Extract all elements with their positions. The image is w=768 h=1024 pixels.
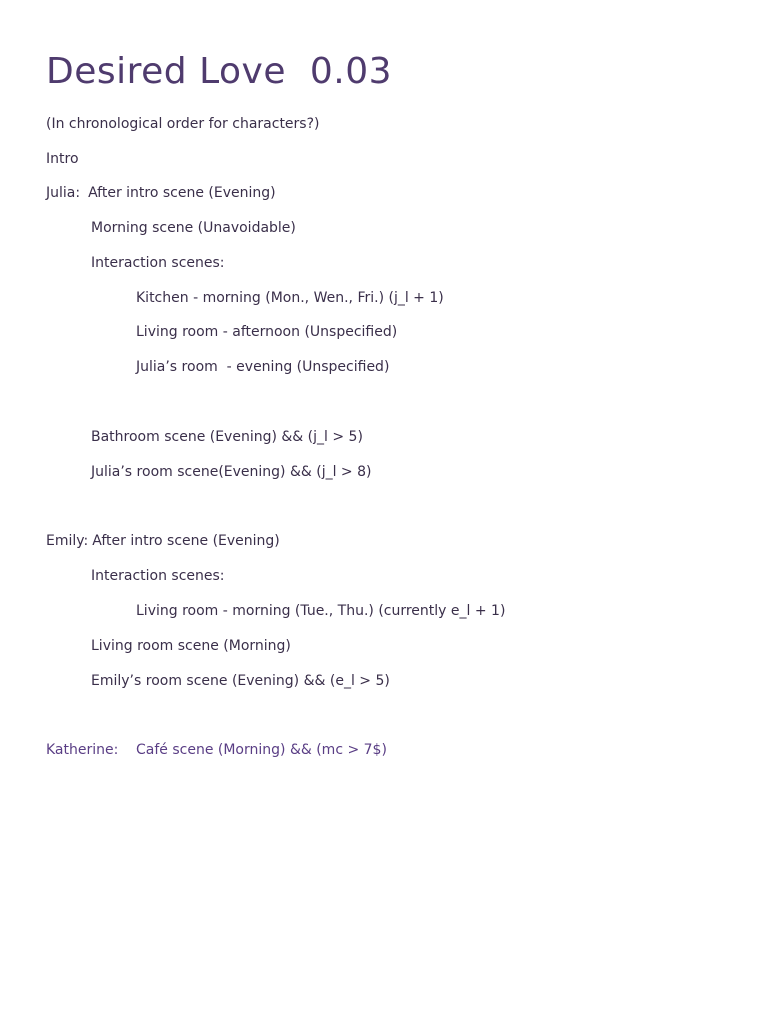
emily-interaction-heading: Interaction scenes: (91, 568, 225, 584)
julia-section-header (46, 183, 276, 203)
julia-room-interaction: Julia’s room - evening (Unspecified) (136, 359, 390, 375)
document-title: Desired Love 0.03 (46, 51, 393, 92)
katherine-section-header (46, 740, 118, 760)
julia-room-scene: Julia’s room scene(Evening) && (j_l > 8) (91, 464, 372, 480)
julia-after-intro: After intro scene (Evening) (88, 185, 276, 201)
julia-morning-scene: Morning scene (Unavoidable) (91, 220, 296, 236)
emily-living-room-interaction: Living room - morning (Tue., Thu.) (currently e_l + 1) (136, 603, 506, 619)
katherine-cafe-scene: Café scene (Morning) && (mc > 7$) (136, 742, 387, 758)
emily-room-scene: Emily’s room scene (Evening) && (e_l > 5) (91, 673, 390, 689)
katherine-label: Katherine: (46, 742, 119, 758)
intro-line: Intro (46, 151, 79, 167)
emily-after-intro: After intro scene (Evening) (92, 533, 280, 549)
julia-kitchen-interaction: Kitchen - morning (Mon., Wen., Fri.) (j_l + 1) (136, 290, 444, 306)
julia-living-room-interaction: Living room - afternoon (Unspecified) (136, 324, 398, 340)
emily-section-header (46, 531, 280, 551)
emily-label: Emily: (46, 533, 89, 549)
subtitle-note: (In chronological order for characters?) (46, 116, 320, 132)
julia-label: Julia: (46, 185, 81, 201)
julia-bathroom-scene: Bathroom scene (Evening) && (j_l > 5) (91, 429, 363, 445)
emily-living-room-scene: Living room scene (Morning) (91, 638, 291, 654)
julia-interaction-heading: Interaction scenes: (91, 255, 225, 271)
